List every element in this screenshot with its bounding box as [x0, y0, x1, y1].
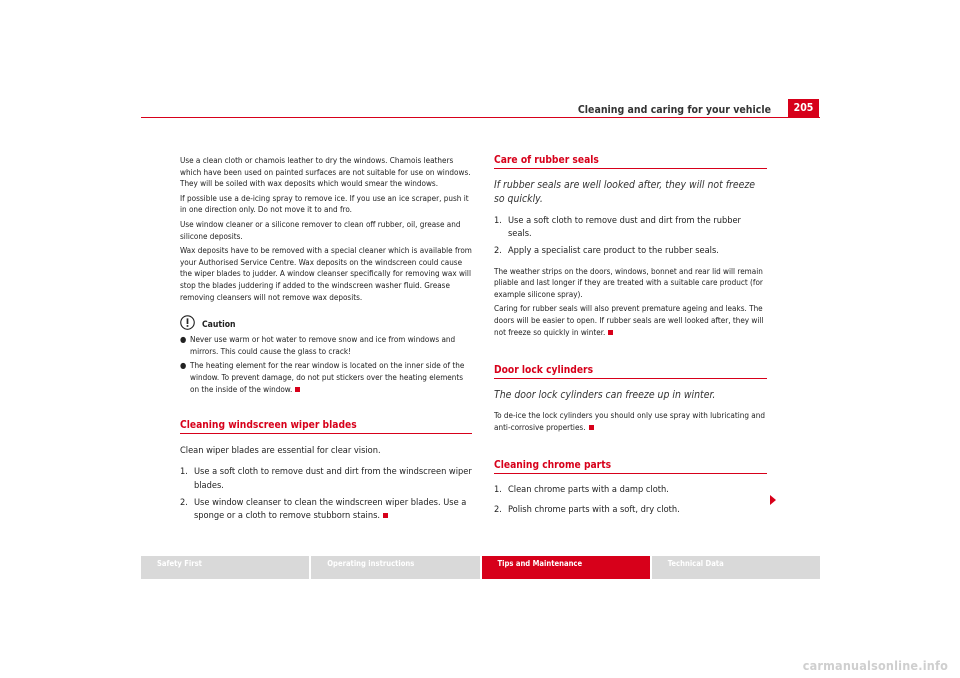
- section-subheading: If rubber seals are well looked after, they will not freeze so quickly.: [494, 179, 756, 205]
- bullet-icon: ●: [180, 335, 187, 345]
- caution-bullet: ● Never use warm or hot water to remove snow and ice from windows and mirrors. This could cause the glass to crack!: [180, 334, 456, 356]
- left-column: [180, 155, 472, 526]
- caution-bullet: ● The heating element for the rear window is located on the inner side of the window. To prevent damage, do not put stickers over the heating elements on the inside of the window.: [180, 360, 465, 394]
- paragraph: Use a clean cloth or chamois leather to dry the windows. Chamois leathers which have been used on painted surfaces are not suitable for use on windows. They will be soiled with wax deposits which would smear the windows.: [180, 155, 471, 189]
- paragraph: Wax deposits have to be removed with a special cleaner which is available from your Authorised Service Centre. Wax deposits on the windscreen could cause the wiper blades to judder. A window cleanser specifically for removing wax will stop the blades juddering if added to the windscreen washer fluid. Grease removing cleansers will not remove wax deposits.: [180, 245, 472, 302]
- header-rule: [141, 117, 820, 118]
- section-end-icon: [608, 330, 613, 335]
- section-heading-chrome: Cleaning chrome parts: [494, 460, 767, 474]
- paragraph: The weather strips on the doors, windows, bonnet and rear lid will remain pliable and last longer if they are treated with a suitable care product (for example silicone spray).: [494, 265, 763, 299]
- section-end-icon: [383, 513, 388, 518]
- tab-tips-and-maintenance[interactable]: Tips and Maintenance: [482, 556, 650, 579]
- bullet-icon: ●: [180, 361, 187, 371]
- watermark: carmanualsonline.info: [802, 658, 948, 673]
- section-heading-lock: Door lock cylinders: [494, 365, 767, 379]
- caution-header: [180, 315, 472, 330]
- tab-safety-first[interactable]: Safety First: [141, 556, 309, 579]
- footer-tabs: [141, 556, 820, 579]
- page-number-badge: 205: [788, 99, 819, 117]
- tab-operating-instructions[interactable]: Operating instructions: [311, 556, 479, 579]
- list-item: 1. Clean chrome parts with a damp cloth.: [494, 484, 669, 496]
- section-intro: Clean wiper blades are essential for clear vision.: [180, 445, 381, 457]
- section-end-icon: [589, 425, 594, 430]
- section-subheading: The door lock cylinders can freeze up in winter.: [494, 389, 716, 402]
- list-item: 2. Polish chrome parts with a soft, dry cloth.: [494, 503, 680, 515]
- list-item: 2. Apply a specialist care product to the rubber seals.: [494, 245, 719, 257]
- right-column: [494, 155, 767, 520]
- section-heading-rubber: Care of rubber seals: [494, 155, 767, 169]
- paragraph: Caring for rubber seals will also prevent premature ageing and leaks. The doors will be easier to open. If rubber seals are well looked after, they will not freeze so quickly in winter.: [494, 303, 764, 337]
- warning-icon: [180, 315, 195, 330]
- paragraph: If possible use a de-icing spray to remove ice. If you use an ice scraper, push it in one direction only. Do not move it to and fro.: [180, 192, 469, 215]
- paragraph: To de-ice the lock cylinders you should only use spray with lubricating and anti-corrosive properties.: [494, 410, 766, 432]
- caution-label: Caution: [202, 320, 236, 331]
- list-item: 1. Use a soft cloth to remove dust and dirt from the windscreen wiper blades.: [180, 466, 472, 491]
- list-item: 2. Use window cleanser to clean the windscreen wiper blades. Use a sponge or a cloth to remove stubborn stains.: [180, 496, 467, 521]
- running-header-title: Cleaning and caring for your vehicle: [577, 104, 771, 116]
- next-page-arrow-icon[interactable]: [770, 495, 776, 505]
- list-item: 1. Use a soft cloth to remove dust and dirt from the rubber seals.: [494, 215, 741, 240]
- section-heading-wiper: Cleaning windscreen wiper blades: [180, 420, 472, 434]
- paragraph: Use window cleaner or a silicone remover to clean off rubber, oil, grease and silicone deposits.: [180, 218, 461, 241]
- section-end-icon: [295, 387, 300, 392]
- tab-technical-data[interactable]: Technical Data: [652, 556, 820, 579]
